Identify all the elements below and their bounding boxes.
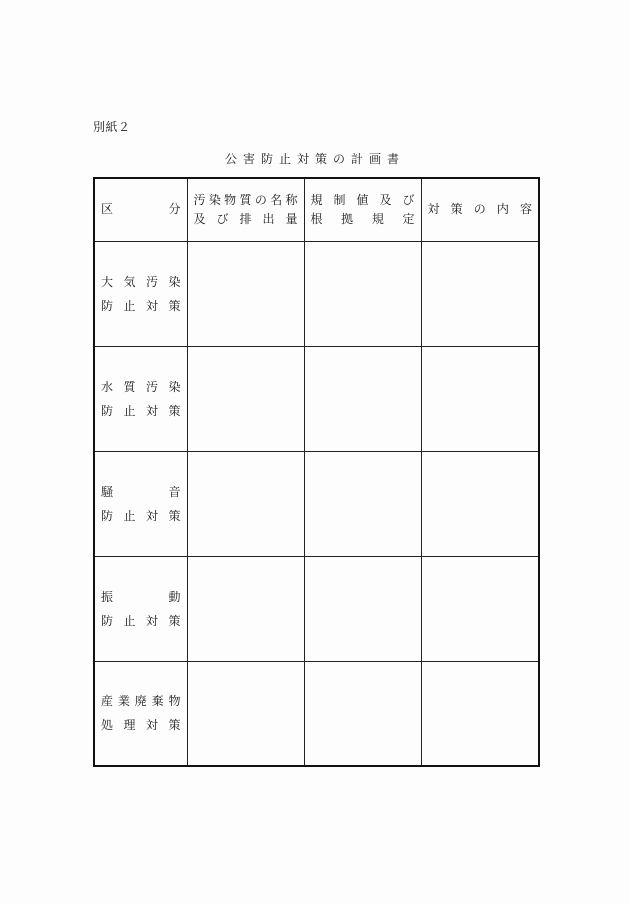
countermeasure-entry-cell[interactable]: [421, 451, 539, 556]
table-row: [94, 241, 539, 346]
attachment-label: 別紙２: [93, 120, 131, 134]
row-label-noise: [94, 451, 187, 556]
cell-text-line: 規 制 値 及 び: [310, 192, 415, 207]
cell-text-line: 防 止 対 策: [101, 613, 181, 628]
cell-text-line: 区 分: [101, 202, 181, 217]
countermeasure-entry-cell[interactable]: [421, 346, 539, 451]
cell-text-line: 防 止 対 策: [101, 403, 181, 418]
pollutant-entry-cell[interactable]: [187, 661, 304, 766]
header-row: [94, 178, 539, 241]
regulation-entry-cell[interactable]: [304, 451, 421, 556]
regulation-entry-cell[interactable]: [304, 661, 421, 766]
header-category: [94, 178, 187, 241]
countermeasure-entry-cell[interactable]: [421, 241, 539, 346]
cell-text-line: 大 気 汚 染: [101, 274, 181, 289]
header-regulation-value-and-basis: [304, 178, 421, 241]
regulation-entry-cell[interactable]: [304, 556, 421, 661]
cell-text-line: 対 策 の 内 容: [427, 202, 532, 217]
cell-text-line: 産 業 廃 棄 物: [101, 694, 181, 709]
regulation-entry-cell[interactable]: [304, 241, 421, 346]
header-countermeasure-content: [421, 178, 539, 241]
header-pollutant-name-and-emission: [187, 178, 304, 241]
countermeasure-entry-cell[interactable]: [421, 661, 539, 766]
cell-text-line: 防 止 対 策: [101, 298, 181, 313]
countermeasure-entry-cell[interactable]: [421, 556, 539, 661]
cell-text-line: 処 理 対 策: [101, 718, 181, 733]
pollutant-entry-cell[interactable]: [187, 451, 304, 556]
row-label-vibration: [94, 556, 187, 661]
table-row: [94, 451, 539, 556]
row-label-industrial-waste: [94, 661, 187, 766]
cell-text-line: 根 拠 規 定: [310, 211, 415, 226]
table-row: [94, 346, 539, 451]
cell-text-line: 振 動: [101, 589, 181, 604]
cell-text-line: 防 止 対 策: [101, 508, 181, 523]
cell-text-line: 水 質 汚 染: [101, 379, 181, 394]
pollution-control-plan-table: [93, 177, 540, 767]
regulation-entry-cell[interactable]: [304, 346, 421, 451]
cell-text-line: 及 び 排 出 量: [193, 211, 298, 226]
table-row: [94, 661, 539, 766]
cell-text-line: 汚 染 物 質 の 名 称: [193, 192, 298, 207]
pollutant-entry-cell[interactable]: [187, 241, 304, 346]
document-title: 公害防止対策の計画書: [224, 152, 405, 166]
row-label-water-pollution: [94, 346, 187, 451]
table-row: [94, 556, 539, 661]
pollutant-entry-cell[interactable]: [187, 346, 304, 451]
cell-text-line: 騒 音: [101, 484, 181, 499]
row-label-air-pollution: [94, 241, 187, 346]
pollutant-entry-cell[interactable]: [187, 556, 304, 661]
